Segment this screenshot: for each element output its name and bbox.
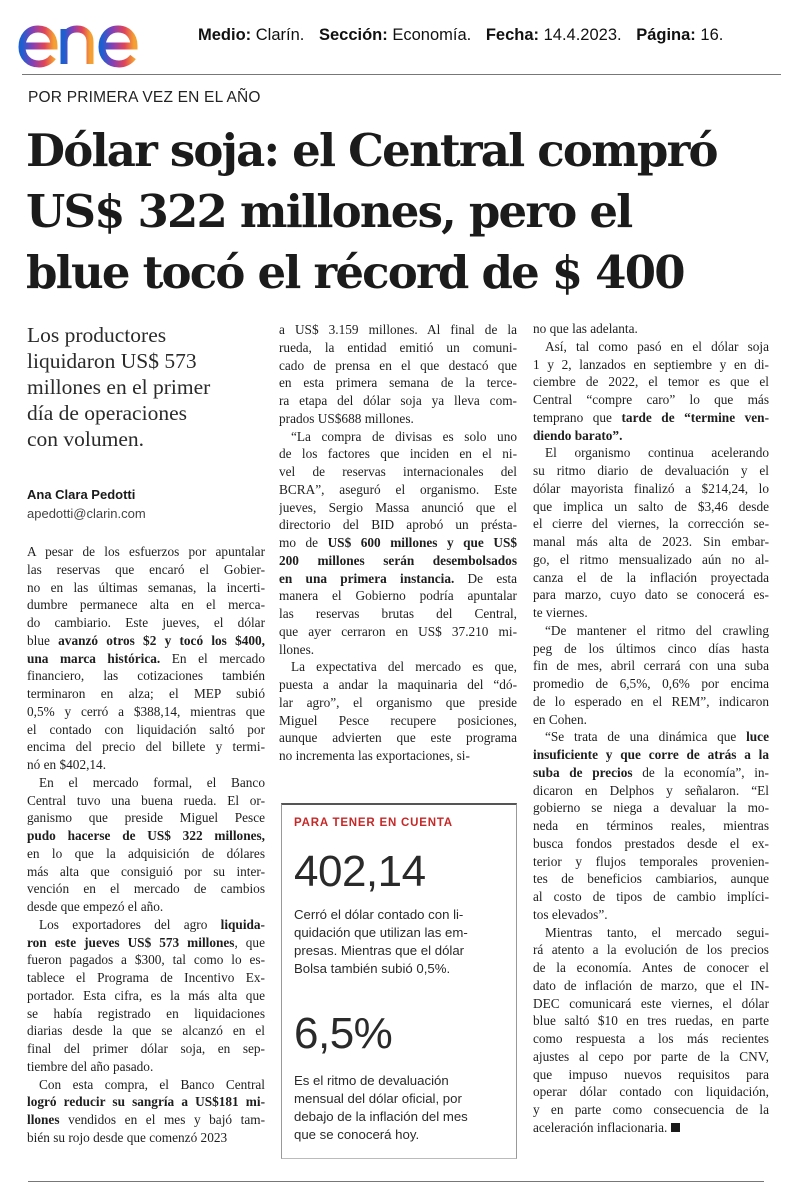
body-text-line: las reservas brutas del Central,: [279, 606, 517, 621]
body-text-line: manera el Gobierno podría apuntalar: [279, 588, 517, 604]
medio-label: Medio:: [198, 26, 252, 44]
body-text-line: y en parte como consecuencia de la: [533, 1102, 769, 1117]
body-text-line: llones.: [279, 641, 315, 657]
medio-value: Clarín.: [255, 26, 305, 44]
end-of-article-mark: [671, 1123, 680, 1132]
body-text-line: las reservas que encaró el Gobier-: [27, 561, 265, 577]
body-text-line: terior y flujos temporales provenien-: [533, 853, 769, 869]
body-text-line: La expectativa del mercado es que,: [291, 659, 517, 675]
body-text-line: “Se trata de una dinámica que luce: [545, 729, 769, 745]
body-text-line: diendo barato”.: [533, 427, 623, 443]
pagina-label: Página:: [636, 26, 696, 44]
body-text-line: de lo esperado en el REM”, indicaron: [533, 693, 769, 709]
body-text-line: operar dólar contado con liquidación,: [533, 1084, 769, 1100]
body-text-line: como respuesta a los más recientes: [533, 1031, 769, 1046]
headline-line: Dólar soja: el Central compró: [26, 124, 717, 177]
body-text-line: go, el ritmo mensualizado aún no al-: [533, 551, 769, 567]
body-column-3: [533, 320, 769, 1137]
body-text-line: neda en términos reales, mientras: [533, 818, 769, 833]
body-text-line: fin de mes, abril cerrará con una suba: [533, 658, 769, 674]
body-text-line: se había registrado en liquidaciones: [27, 1005, 265, 1021]
body-text-line: Los exportadores del agro liquida-: [39, 916, 265, 932]
body-text-line: promedio de 6,5%, 0,6% por encima: [533, 676, 769, 691]
fact-text-line: Bolsa también subió 0,5%.: [294, 961, 451, 976]
body-text-line: tos elevados”.: [533, 906, 608, 922]
fact-text-line: mensual del dólar oficial, por: [294, 1091, 462, 1106]
body-text-line: encima del precio del billete y termi-: [27, 739, 265, 755]
body-text-line: nó en $402,14.: [27, 757, 107, 772]
fact-description-contado: [294, 906, 506, 978]
body-text-line: Central tuvo una buena rueda. El or-: [27, 792, 265, 808]
body-text-line: en Cohen.: [533, 711, 587, 727]
body-text-line: más alta que consiguió por su inter-: [27, 863, 265, 879]
body-text-line: 200 millones serán desembolsados: [279, 552, 517, 568]
fact-text-line: Es el ritmo de devaluación: [294, 1073, 449, 1088]
body-text-line: busca fondos prestados desde el ex-: [533, 835, 769, 851]
fecha-label: Fecha:: [485, 26, 539, 44]
body-text-line: rá atento a la evolución de los precios: [533, 942, 769, 958]
pagina-value: 16.: [700, 26, 724, 44]
body-text-line: dato de inflación de marzo, que el IN-: [533, 977, 769, 993]
body-text-line: no incrementa las exportaciones, si-: [279, 748, 470, 763]
fact-text-line: debajo de la inflación del mes: [294, 1109, 468, 1124]
byline-author: Ana Clara Pedotti: [27, 487, 136, 502]
body-text-line: “La compra de divisas es solo uno: [291, 428, 517, 444]
body-text-line: diarias desde la que se alcanzó en el: [27, 1023, 265, 1039]
body-text-line: en lo que la adquisición de dólares: [27, 845, 265, 861]
body-text-line: manal más alta de 2023. Sin embar-: [533, 534, 769, 549]
factbox-title: PARA TENER EN CUENTA: [294, 817, 453, 829]
body-text-line: BCRA”, aseguró el organismo. Este: [279, 481, 517, 497]
body-text-line: puesta a andar la maquinaria del “dó-: [279, 677, 517, 692]
body-text-line: logró reducir su sangría a US$181 mi-: [27, 1094, 265, 1110]
body-text-line: A pesar de los esfuerzos por apuntalar: [27, 544, 265, 559]
body-text-line: vención en el mercado de cambios: [27, 881, 265, 897]
fact-text-line: que se conocerá hoy.: [294, 1127, 420, 1142]
headline-line: US$ 322 millones, pero el: [26, 185, 632, 238]
body-text-line: portador. Esta cifra, es la más alta que: [27, 987, 265, 1003]
body-text-line: tablece el Programa de Incentivo Ex-: [27, 970, 265, 985]
body-text-line: insuficiente y que corre de atrás a la: [533, 747, 769, 762]
body-text-line: prados US$688 millones.: [279, 410, 414, 426]
lead-line: día de operaciones: [27, 401, 187, 425]
fact-text-line: quidación que utilizan las em-: [294, 925, 468, 940]
body-text-line: financiero, las cotizaciones también: [27, 668, 265, 684]
body-text-line: El organismo continua acelerando: [545, 445, 769, 461]
body-text-line: dicaron en Delphos y señalaron. “El: [533, 782, 769, 798]
article-lead: [27, 322, 277, 452]
body-text-line: dumbre permanece alta en el merca-: [27, 597, 265, 613]
body-text-line: no que las adelanta.: [533, 321, 638, 336]
body-text-line: temprano que tarde de “termine ven-: [533, 409, 769, 425]
body-text-line: que impuso nuevos requisitos para: [533, 1066, 769, 1082]
lead-line: Los productores: [27, 323, 167, 347]
body-text-line: a US$ 3.159 millones. Al final de la: [279, 322, 517, 337]
body-text-line: te viernes.: [533, 605, 588, 620]
fact-text-line: Cerró el dólar contado con li-: [294, 907, 464, 922]
body-text-line: el cierre del viernes, la corrección se-: [533, 516, 769, 532]
body-text-line: final del primer dólar soja, en sep-: [27, 1041, 265, 1056]
press-clipping-meta: [198, 26, 798, 45]
body-text-line: rueda, la entidad emitió un comuni-: [279, 339, 517, 355]
body-text-line: desde que empezó el año.: [27, 899, 164, 914]
body-text-line: 0,5% y cerró a $388,14, mientras que: [27, 703, 265, 719]
body-text-line: de los factores que inciden en el ni-: [279, 446, 517, 462]
body-text-line: tes de beneficios cambiarios, aunque: [533, 871, 769, 887]
body-text-line: blue saltó $10 en tres ruedas, en parte: [533, 1013, 769, 1029]
headline-line: blue tocó el récord de $ 400: [26, 246, 684, 299]
article-headline: [26, 120, 786, 303]
enel-logo: [16, 2, 178, 68]
body-text-line: ra etapa del dólar soja ya lleva com-: [279, 393, 517, 408]
body-text-line: al costo de tipos de cambio implíci-: [533, 889, 769, 904]
body-column-2: [279, 321, 517, 765]
body-text-line: gobierno se niega a devaluar la mo-: [533, 800, 769, 816]
body-text-line: tiembre del año pasado.: [27, 1058, 154, 1074]
body-text-line: Mientras tanto, el mercado segui-: [545, 924, 769, 940]
lead-line: liquidaron US$ 573: [27, 349, 197, 373]
header-divider: [22, 74, 781, 75]
body-text-line: en esta primera semana de la terce-: [279, 375, 517, 391]
body-text-line: lar agro”, el organismo que preside: [279, 694, 517, 710]
body-text-line: 1 y 2, lanzados en septiembre y en di-: [533, 356, 769, 372]
body-text-line: Así, tal como pasó en el dólar soja: [545, 338, 769, 354]
fact-text-line: presas. Mientras que el dólar: [294, 943, 465, 958]
lead-line: con volumen.: [27, 427, 145, 451]
body-text-line: bién su rojo desde que comenzó 2023: [27, 1129, 228, 1145]
body-text-line: aceleración inflacionaria.: [533, 1119, 769, 1137]
body-text-line: Con esta compra, el Banco Central: [39, 1076, 265, 1092]
body-text-line: terminaron en alza; el MEP subió: [27, 686, 265, 701]
body-text-line: Miguel Pesce recupere posiciones,: [279, 712, 517, 728]
body-text-line: que implica un salto de $3,46 desde: [533, 498, 769, 514]
body-text-line: do cambiario. Este jueves, el dólar: [27, 615, 265, 630]
body-text-line: DEC comunicará este viernes, el dólar: [533, 995, 769, 1011]
seccion-value: Economía.: [392, 26, 472, 44]
body-text-line: en una primera instancia. De esta: [279, 570, 517, 586]
body-text-line: suba de precios de la economía”, in-: [533, 764, 769, 780]
body-text-line: ciembre de 2022, el temor es que el: [533, 374, 769, 390]
body-text-line: el contado con liquidación saltó por: [27, 721, 265, 737]
fact-description-devaluacion: [294, 1072, 506, 1144]
body-text-line: ganismo que preside Miguel Pesce: [27, 810, 265, 826]
factbox: [281, 803, 517, 1159]
article-kicker: POR PRIMERA VEZ EN EL AÑO: [28, 89, 261, 106]
body-text-line: directorio del BID aprobó un présta-: [279, 517, 517, 533]
body-text-line: cado de prensa en el que destacó que: [279, 357, 517, 373]
byline-email: apedotti@clarin.com: [27, 506, 146, 521]
body-text-line: ajustes al cepo por parte de la CNV,: [533, 1048, 769, 1064]
body-text-line: Central “compre caro” lo que más: [533, 392, 769, 407]
body-text-line: su ritmo diario de devaluación y el: [533, 463, 769, 478]
body-text-line: pudo hacerse de US$ 322 millones,: [27, 828, 265, 843]
body-text-line: una marca histórica. En el mercado: [27, 650, 265, 666]
fact-value-devaluacion: 6,5%: [294, 1009, 393, 1058]
body-text-line: que ayer cerraron en US$ 37.210 mi-: [279, 623, 517, 639]
body-text-line: mo de US$ 600 millones y que US$: [279, 535, 517, 550]
body-text-line: para marzo, cuyo dato se conocerá es-: [533, 587, 769, 603]
body-text-line: vel de reservas internacionales del: [279, 464, 517, 479]
body-text-line: En el mercado formal, el Banco: [39, 774, 265, 790]
body-text-line: fueron pagados a $300, tal como lo es-: [27, 952, 265, 968]
fact-value-contado: 402,14: [294, 847, 426, 896]
body-column-1: [27, 543, 265, 1147]
lead-line: millones en el primer: [27, 375, 211, 399]
body-text-line: dólar mayorista finalizó a $214,24, lo: [533, 480, 769, 496]
body-text-line: no en las últimas semanas, la incerti-: [27, 579, 265, 595]
body-text-line: canza el de la inflación proyectada: [533, 569, 769, 585]
body-text-line: ron este jueves US$ 573 millones, que: [27, 934, 265, 950]
body-text-line: peg de los últimos cinco días hasta: [533, 640, 769, 656]
body-text-line: llones vendidos en el mes y bajó tam-: [27, 1112, 265, 1127]
body-text-line: blue avanzó otros $2 y tocó los $400,: [27, 632, 265, 648]
body-text-line: “De mantener el ritmo del crawling: [545, 622, 769, 638]
seccion-label: Sección:: [318, 26, 388, 44]
fecha-value: 14.4.2023.: [543, 26, 622, 44]
footer-divider: [28, 1181, 764, 1182]
body-text-line: aunque advierten que este programa: [279, 730, 517, 746]
body-text-line: de la economía. Antes de conocer el: [533, 960, 769, 975]
body-text-line: jueves, Sergio Massa anunció que el: [279, 499, 517, 515]
